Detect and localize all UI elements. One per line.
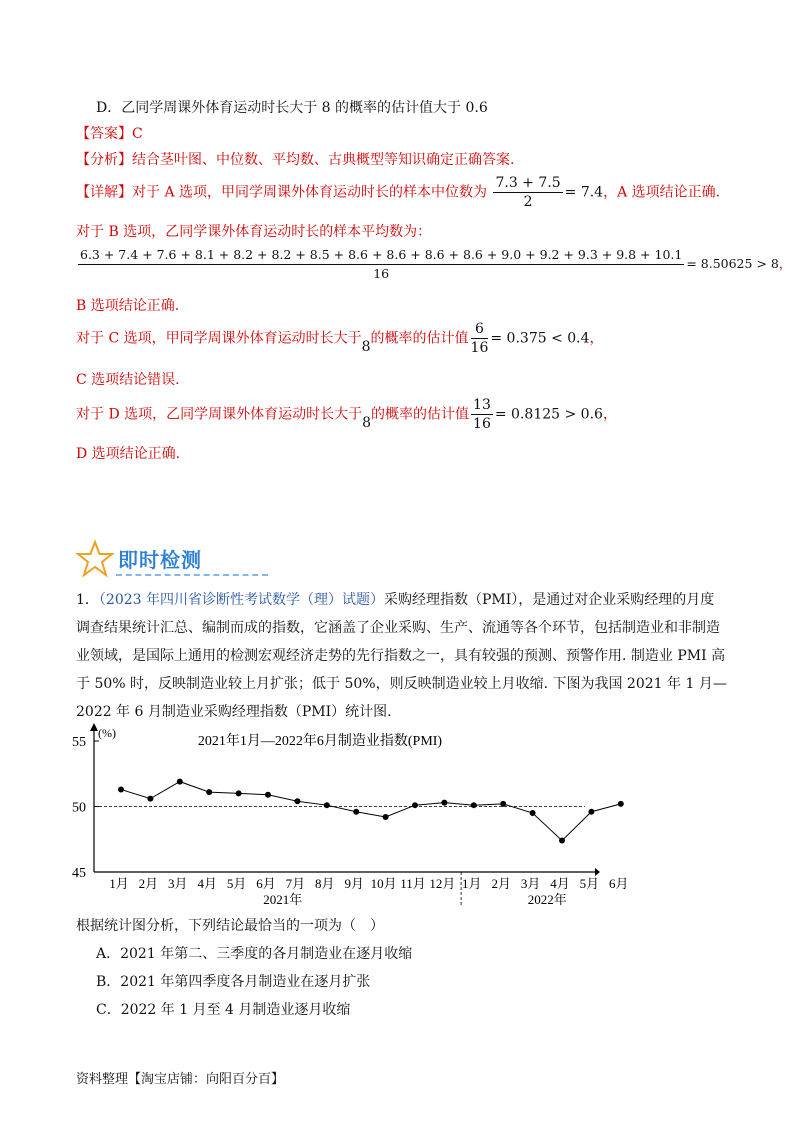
x-tick-label: 2月 (138, 876, 159, 891)
star-icon (76, 540, 114, 578)
y-tick-label: 50 (72, 800, 86, 816)
data-point (530, 810, 536, 816)
chart-title: 2021年1月—2022年6月制造业指数(PMI) (197, 734, 443, 749)
question-number: 1． (76, 592, 99, 608)
y-axis-label: (%) (98, 726, 116, 740)
year-label-2021: 2021年 (263, 892, 303, 907)
mean-comma: ， (778, 256, 792, 271)
data-point (206, 789, 212, 795)
data-point (588, 809, 594, 815)
y-tick-label: 45 (72, 866, 86, 881)
analysis-tag: 【分析】 (76, 152, 132, 168)
question-line-2: 调查结果统计汇总、编制而成的指数，它涵盖了企业采购、生产、流通等各个环节，包括制造业和非制造 (76, 620, 720, 636)
question-line-4: 于 50% 时，反映制造业较上月扩张；低于 50%，则反映制造业较上月收缩. 下图为我国 2021 年 1 月— (76, 676, 727, 692)
question-prompt: 根据统计图分析，下列结论最恰当的一项为（ ） (76, 918, 384, 934)
c-numerator: 6 (471, 320, 489, 339)
x-tick-label: 7月 (285, 876, 306, 891)
c-result: = 0.375 < 0.4 (490, 330, 590, 347)
y-tick-label: 55 (72, 735, 86, 750)
x-tick-label: 4月 (197, 876, 217, 891)
data-point (500, 801, 506, 807)
footer-text: 资料整理【淘宝店铺：向阳百分百】 (76, 1072, 285, 1087)
mean-result: = 8.50625 > 8 (686, 256, 779, 271)
section-header (76, 538, 206, 578)
question-line-1-text: 采购经理指数（PMI），是通过对企业采购经理的月度 (384, 592, 715, 608)
answer-tag: 【答案】 (76, 126, 132, 142)
x-tick-label: 1月 (109, 876, 129, 891)
data-point (118, 786, 124, 792)
median-result: = 7.4 (564, 184, 604, 201)
d-denominator: 16 (473, 416, 491, 432)
option-c: C．2022 年 1 月至 4 月制造业逐月收缩 (96, 1002, 351, 1018)
x-tick-label: 2月 (491, 876, 511, 891)
data-point (324, 802, 330, 808)
x-tick-label: 3月 (168, 876, 188, 891)
d-text: 对于 D 选项，乙同学周课外体育运动时长大于 (76, 406, 363, 423)
d-eight: 8 (362, 414, 372, 431)
median-fraction (493, 174, 562, 211)
x-tick-label: 5月 (226, 876, 247, 891)
c-comma: ， (589, 330, 604, 347)
y-axis-arrow (90, 723, 98, 731)
d-result: = 0.8125 > 0.6 (494, 406, 603, 423)
data-point (236, 790, 242, 796)
section-title: 即时检测 (118, 548, 202, 572)
c-text2: 的概率的估计值 (370, 330, 469, 347)
mean-numerator: 6.3 + 7.4 + 7.6 + 8.1 + 8.2 + 8.2 + 8.5 + 8.6 + 8.6 + 8.6 + 8.6 + 9.0 + 9.2 + 9.3 + 9.8 + 10.1 (78, 246, 684, 265)
mean-denominator: 16 (373, 266, 390, 281)
answer-line (76, 124, 143, 144)
section-underline (116, 574, 268, 576)
detail-tag: 【详解】 (76, 184, 132, 201)
b-intro: 对于 B 选项，乙同学课外体育运动时长的样本平均数为： (76, 224, 432, 240)
mean-fraction (78, 246, 684, 283)
x-tick-label: 3月 (520, 876, 541, 891)
x-tick-label: 5月 (579, 876, 600, 891)
c-line (76, 320, 604, 357)
pmi-line-chart (60, 715, 629, 915)
x-tick-label: 4月 (550, 876, 570, 891)
data-point (353, 809, 359, 815)
data-point (147, 796, 153, 802)
question-line-3: 业领域，是国际上通用的检测宏观经济走势的先行指数之一，具有较强的预测、预警作用. 制造业 PMI 高 (76, 648, 726, 664)
x-tick-label: 8月 (315, 876, 335, 891)
x-tick-label: 6月 (256, 876, 276, 891)
d-numerator: 13 (473, 397, 491, 413)
data-point (441, 800, 447, 806)
answer-value: C (132, 126, 143, 142)
c-text: 对于 C 选项，甲同学周课外体育运动时长大于 (76, 330, 362, 347)
data-point (265, 792, 271, 798)
analysis-text: 结合茎叶图、中位数、平均数、古典概型等知识确定正确答案. (132, 152, 515, 168)
data-point (412, 802, 418, 808)
c-fraction (471, 320, 489, 357)
x-tick-label: 1月 (462, 876, 482, 891)
x-tick-label: 9月 (344, 876, 364, 891)
data-point (294, 798, 300, 804)
d-comma: ， (602, 406, 617, 423)
x-tick-label: 12月 (429, 876, 456, 891)
b-conclusion: B 选项结论正确. (76, 298, 180, 314)
option-d: D．乙同学周课外体育运动时长大于 8 的概率的估计值大于 0.6 (96, 100, 488, 116)
d-line (76, 396, 617, 433)
x-tick-label: 6月 (609, 876, 629, 891)
median-numerator: 7.3 + 7.5 (495, 175, 561, 191)
mean-expression (76, 246, 791, 283)
data-point (559, 838, 565, 844)
c-eight: 8 (361, 338, 371, 355)
question-line-1 (76, 586, 736, 614)
x-tick-label: 11月 (400, 876, 426, 891)
d-text2: 的概率的估计值 (371, 406, 470, 423)
x-tick-label: 10月 (370, 876, 397, 891)
year-label-2022: 2022年 (527, 892, 567, 907)
question-source: （2023 年四川省诊断性考试数学（理）试题） (98, 592, 384, 608)
analysis-line (76, 150, 514, 170)
c-denominator: 16 (470, 340, 489, 356)
d-conclusion: D 选项结论正确. (76, 446, 181, 462)
option-b: B．2021 年第四季度各月制造业在逐月扩张 (96, 974, 371, 990)
d-fraction (471, 396, 493, 433)
c-conclusion: C 选项结论错误. (76, 372, 180, 388)
option-a: A．2021 年第二、三季度的各月制造业在逐月收缩 (96, 946, 413, 962)
data-point (618, 801, 624, 807)
question-text (76, 586, 736, 726)
data-point (383, 814, 389, 820)
x-axis-arrow (595, 868, 600, 876)
median-denominator: 2 (523, 194, 533, 210)
question-line-5: 2022 年 6 月制造业采购经理指数（PMI）统计图. (76, 704, 392, 720)
detail-a-end: ，A 选项结论正确. (603, 184, 721, 201)
detail-a-line (76, 174, 720, 211)
pmi-series-line (121, 782, 621, 841)
data-point (471, 802, 477, 808)
detail-text-a: 对于 A 选项，甲同学周课外体育运动时长的样本中位数为 (132, 184, 488, 201)
data-point (177, 779, 183, 785)
